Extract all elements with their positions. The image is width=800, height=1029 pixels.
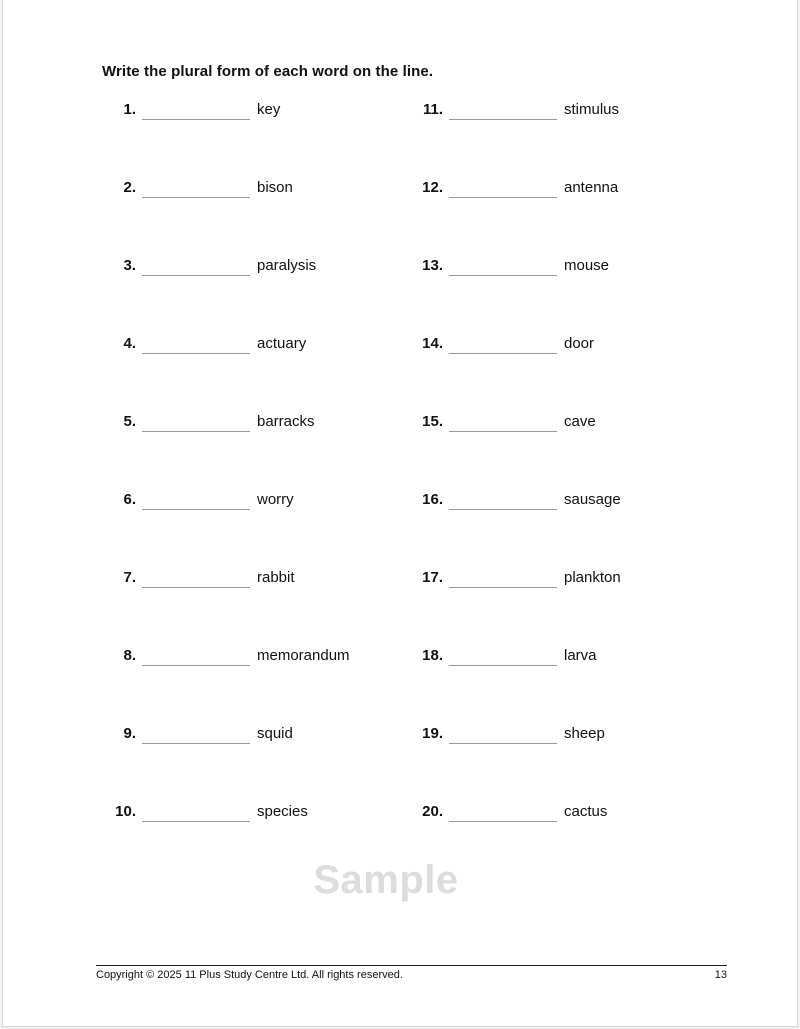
question-number: 18. <box>422 647 443 664</box>
answer-line[interactable] <box>449 665 557 666</box>
question-item <box>96 725 396 749</box>
question-number: 17. <box>422 569 443 586</box>
instruction-text: Write the plural form of each word on the line. <box>102 63 434 80</box>
answer-line[interactable] <box>142 197 250 198</box>
question-number: 10. <box>115 803 136 820</box>
answer-line[interactable] <box>142 119 250 120</box>
question-number: 2. <box>123 179 136 196</box>
question-number: 6. <box>123 491 136 508</box>
answer-line[interactable] <box>449 197 557 198</box>
question-item <box>96 413 396 437</box>
question-number: 16. <box>422 491 443 508</box>
question-word: door <box>564 335 595 352</box>
answer-line[interactable] <box>449 353 557 354</box>
answer-line[interactable] <box>449 275 557 276</box>
answer-line[interactable] <box>142 431 250 432</box>
question-word: memorandum <box>257 647 350 664</box>
question-number: 4. <box>123 335 136 352</box>
answer-line[interactable] <box>449 119 557 120</box>
question-word: actuary <box>257 335 307 352</box>
question-number: 7. <box>123 569 136 586</box>
answer-line[interactable] <box>449 587 557 588</box>
question-item <box>403 803 703 827</box>
answer-line[interactable] <box>142 665 250 666</box>
question-number: 14. <box>422 335 443 352</box>
question-item <box>96 491 396 515</box>
answer-line[interactable] <box>449 743 557 744</box>
question-item <box>403 257 703 281</box>
answer-line[interactable] <box>449 431 557 432</box>
question-item <box>403 101 703 125</box>
question-item <box>403 491 703 515</box>
question-word: sheep <box>564 725 605 742</box>
answer-line[interactable] <box>142 743 250 744</box>
question-number: 1. <box>123 101 136 118</box>
question-word: paralysis <box>257 257 317 274</box>
question-item <box>403 647 703 671</box>
sample-watermark: Sample <box>313 858 459 902</box>
question-word: larva <box>564 647 597 664</box>
question-word: stimulus <box>564 101 620 118</box>
answer-line[interactable] <box>142 587 250 588</box>
answer-line[interactable] <box>449 509 557 510</box>
question-item <box>403 725 703 749</box>
copyright-text: Copyright © 2025 11 Plus Study Centre Ltd. All rights reserved. <box>96 969 403 981</box>
question-word: sausage <box>564 491 621 508</box>
question-item <box>403 179 703 203</box>
question-item <box>96 569 396 593</box>
question-item <box>96 257 396 281</box>
answer-line[interactable] <box>142 509 250 510</box>
question-word: key <box>257 101 281 118</box>
footer-divider <box>96 965 727 966</box>
question-number: 15. <box>422 413 443 430</box>
question-item <box>403 569 703 593</box>
question-item <box>96 647 396 671</box>
question-word: cactus <box>564 803 608 820</box>
question-word: plankton <box>564 569 621 586</box>
answer-line[interactable] <box>449 821 557 822</box>
question-number: 12. <box>422 179 443 196</box>
question-item <box>96 803 396 827</box>
question-word: cave <box>564 413 596 430</box>
question-word: bison <box>257 179 293 196</box>
question-number: 19. <box>422 725 443 742</box>
question-word: barracks <box>257 413 315 430</box>
question-number: 13. <box>422 257 443 274</box>
question-item <box>403 335 703 359</box>
question-number: 20. <box>422 803 443 820</box>
answer-line[interactable] <box>142 353 250 354</box>
page-number: 13 <box>714 969 727 981</box>
question-number: 3. <box>123 257 136 274</box>
question-item <box>403 413 703 437</box>
question-word: squid <box>257 725 293 742</box>
question-item <box>96 101 396 125</box>
question-number: 9. <box>123 725 136 742</box>
question-number: 5. <box>123 413 136 430</box>
question-word: species <box>257 803 308 820</box>
question-word: rabbit <box>257 569 295 586</box>
question-word: mouse <box>564 257 610 274</box>
question-number: 11. <box>422 101 443 118</box>
question-item <box>96 179 396 203</box>
question-number: 8. <box>123 647 136 664</box>
question-item <box>96 335 396 359</box>
worksheet-page <box>2 0 798 1027</box>
question-word: antenna <box>564 179 619 196</box>
answer-line[interactable] <box>142 275 250 276</box>
answer-line[interactable] <box>142 821 250 822</box>
question-word: worry <box>257 491 294 508</box>
